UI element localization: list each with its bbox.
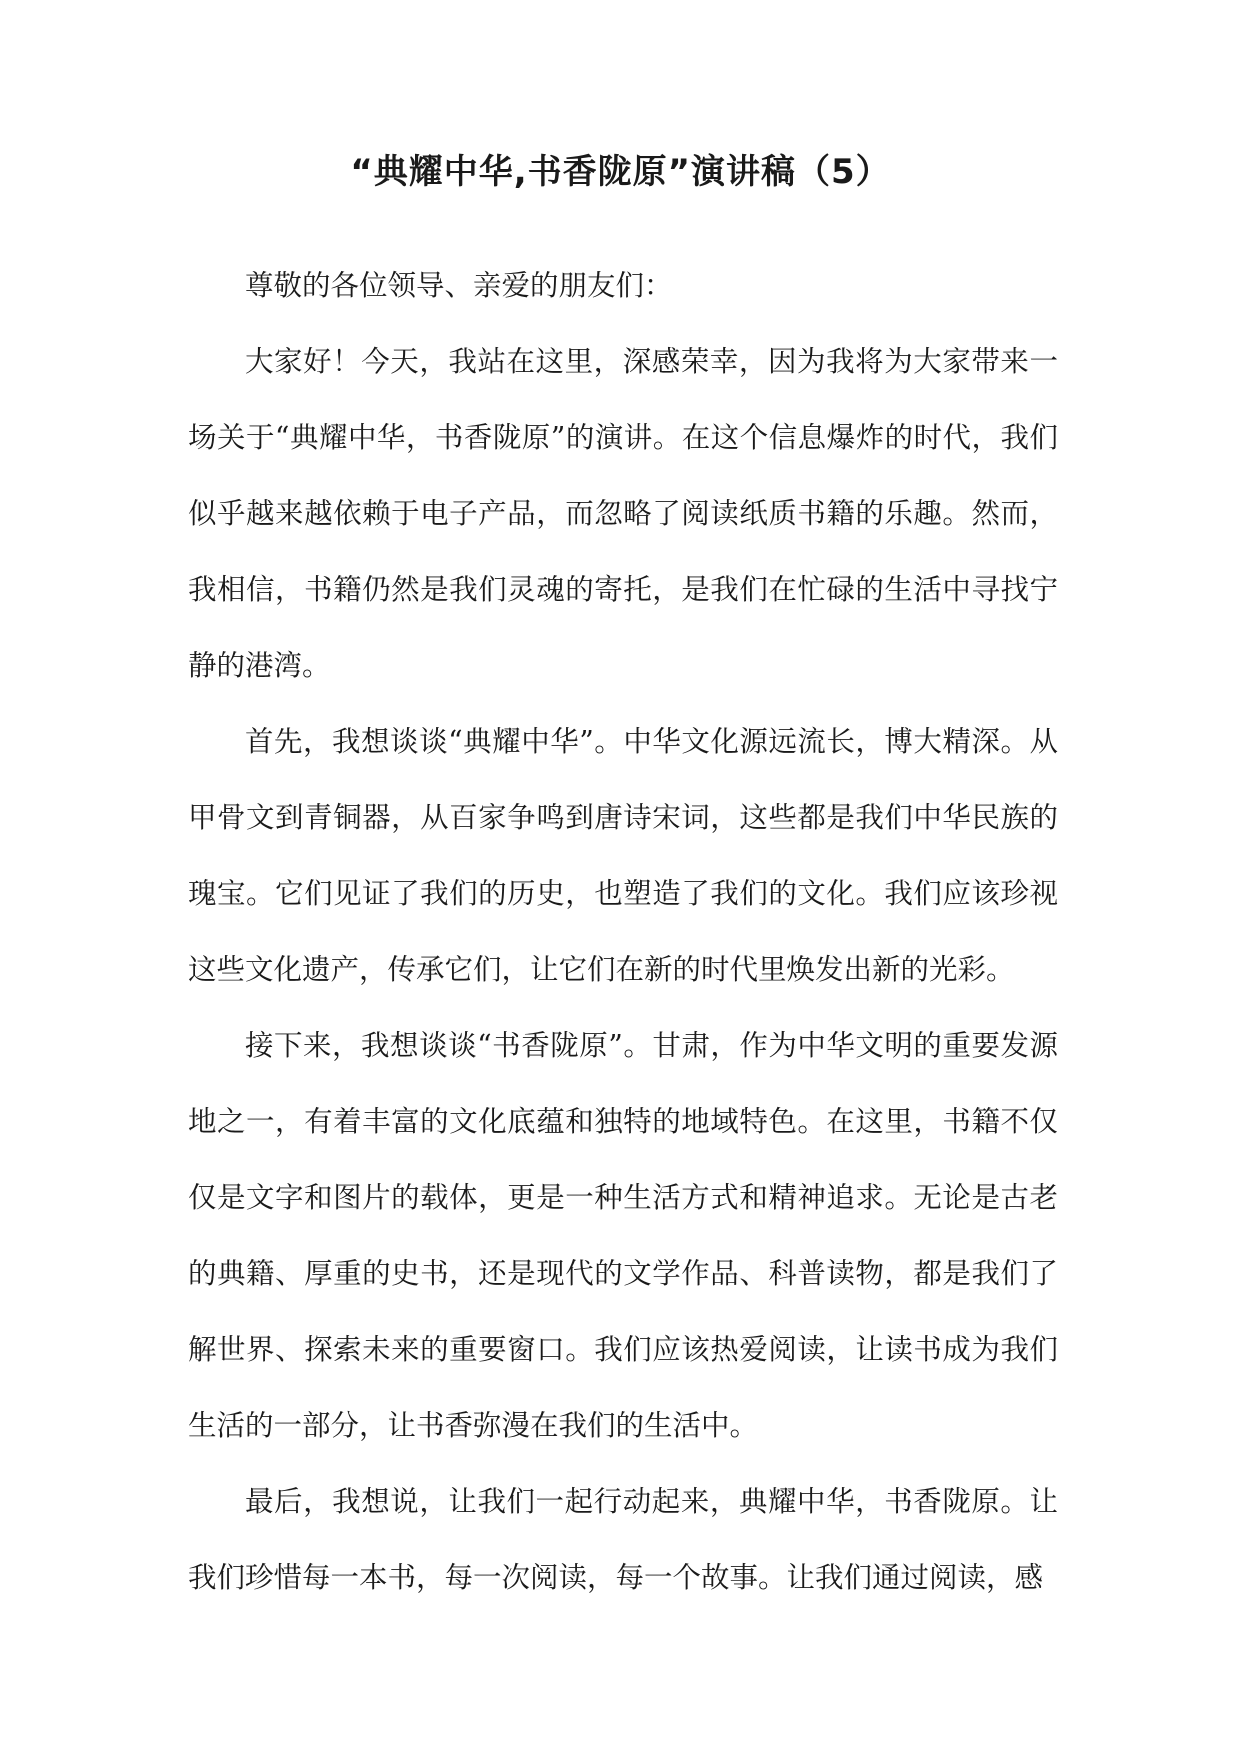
closing-paragraph: 最后，我想说，让我们一起行动起来，典耀中华，书香陇原。让我们珍惜每一本书，每一次阅读，每一个故事。让我们通过阅读，感	[188, 1485, 1058, 1594]
dianyao-zhonghua-paragraph: 首先，我想谈谈“典耀中华”。中华文化源远流长，博大精深。从甲骨文到青铜器，从百家争鸣到唐诗宋词，这些都是我们中华民族的瑰宝。它们见证了我们的历史，也塑造了我们的文化。我们应该珍视这些文化遗产，传承它们，让它们在新的时代里焕发出新的光彩。	[188, 725, 1058, 986]
document-title: “典耀中华,书香陇原”演讲稿（5）	[350, 152, 891, 192]
document-body	[188, 248, 1058, 1616]
salutation-paragraph: 尊敬的各位领导、亲爱的朋友们：	[245, 269, 673, 302]
intro-paragraph: 大家好！今天，我站在这里，深感荣幸，因为我将为大家带来一场关于“典耀中华，书香陇原”的演讲。在这个信息爆炸的时代，我们似乎越来越依赖于电子产品，而忽略了阅读纸质书籍的乐趣。然而，我相信，书籍仍然是我们灵魂的寄托，是我们在忙碌的生活中寻找宁静的港湾。	[188, 345, 1058, 682]
shuxiang-longyuan-paragraph: 接下来，我想谈谈“书香陇原”。甘肃，作为中华文明的重要发源地之一，有着丰富的文化底蕴和独特的地域特色。在这里，书籍不仅仅是文字和图片的载体，更是一种生活方式和精神追求。无论是古老的典籍、厚重的史书，还是现代的文学作品、科普读物，都是我们了解世界、探索未来的重要窗口。我们应该热爱阅读，让读书成为我们生活的一部分，让书香弥漫在我们的生活中。	[188, 1029, 1058, 1442]
